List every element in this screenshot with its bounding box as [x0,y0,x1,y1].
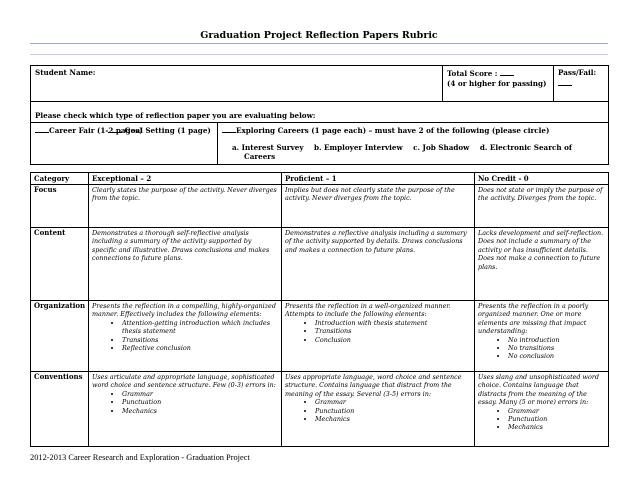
column-header-proficient: Proficient – 1 [282,173,475,185]
criteria-list [92,390,278,415]
column-header-category: Category [31,173,89,185]
criteria-list-item: • Mechanics [508,423,605,431]
criteria-list-item: • Reflective conclusion [122,344,278,352]
criteria-text: Presents the reflection in a compelling, highly-organized manner. Effectively includes the following elements: [92,302,276,319]
total-score-field[interactable]: Total Score : (4 or higher for passing) [443,66,554,102]
criteria-cell-nocredit [475,372,609,447]
criteria-list-item: • Conclusion [315,336,471,344]
criteria-text: Clearly states the purpose of the activity. Never diverges from the topic. [92,186,277,203]
pass-fail-blank [558,78,572,86]
criteria-text: Demonstrates a reflective analysis including a summary of the activity supported by details. Draws conclusions and makes a connection to future plans. [285,229,467,254]
criteria-text: Does not state or imply the purpose of the activity. Diverges from the topic. [478,186,603,203]
page-title: Graduation Project Reflection Papers Rubric [200,30,438,41]
title-rule-secondary [30,54,608,55]
criteria-text: Presents the reflection in a poorly organized manner. One or more elements are missing that impact understanding: [478,302,589,336]
criteria-list-item: • Grammar [315,398,471,406]
criteria-text: Presents the reflection in a well-organized manner. Attempts to include the following elements: [285,302,451,319]
criteria-cell-exceptional [89,228,282,301]
title-rule [30,43,608,44]
criteria-cell-nocredit [475,185,609,228]
option-goal-setting[interactable]: Goal Setting (1 page) [108,125,211,136]
criteria-list-item: • Transitions [122,336,278,344]
criteria-text: Lacks development and self-reflection. Does not include a summary of the activity or has insufficient details. Does not make a connection to future plans. [478,229,604,271]
column-header-exceptional: Exceptional – 2 [89,173,282,185]
criteria-list [92,319,278,353]
student-info-table [30,65,609,165]
option-electronic-search-wrap: Careers [244,152,276,161]
option-career-fair[interactable]: Career Fair (1-2 pages) [31,123,218,165]
criteria-list-item: • No transitions [508,344,605,352]
criteria-list-item: • Mechanics [122,407,278,415]
option-job-shadow[interactable]: c. Job Shadow [413,142,470,152]
row-category: Content [31,228,89,301]
criteria-cell-proficient [282,372,475,447]
criteria-list-item: • Grammar [122,390,278,398]
instruction-text: Please check which type of reflection paper you are evaluating below: [31,102,609,123]
table-row [31,301,609,372]
criteria-cell-nocredit [475,228,609,301]
table-row [31,185,609,228]
row-category: Conventions [31,372,89,447]
column-header-nocredit: No Credit - 0 [475,173,609,185]
criteria-list-item: • Grammar [508,407,605,415]
row-category: Organization [31,301,89,372]
option-employer-interview[interactable]: b. Employer Interview [314,142,403,152]
criteria-list [285,398,471,423]
criteria-list-item: • No conclusion [508,352,605,360]
criteria-cell-proficient [282,228,475,301]
table-row [31,228,609,301]
criteria-cell-nocredit [475,301,609,372]
option-electronic-search[interactable]: d. Electronic Search of [479,142,572,152]
criteria-list-item: • Attention-getting introduction which includes thesis statement [122,319,278,336]
criteria-list [478,407,605,432]
student-name-field[interactable]: Student Name: [31,66,443,102]
criteria-text: Implies but does not clearly state the purpose of the activity. Never diverges from the topic. [285,186,455,203]
criteria-list [478,336,605,361]
criteria-text: Uses slang and unsophisticated word choice. Contains language that distracts from the meaning of the essay. Many (5 or more) errors in: [478,373,600,407]
row-category: Focus [31,185,89,228]
option-interest-survey[interactable]: a. Interest Survey [232,142,304,152]
criteria-cell-exceptional [89,372,282,447]
criteria-list-item: • Mechanics [315,415,471,423]
score-blank [500,68,514,76]
criteria-list-item: • Introduction with thesis statement [315,319,471,327]
option-exploring-careers[interactable]: Goal Setting (1 page) Exploring Careers (1 page each) – must have 2 of the following (please circle) a. Interest Survey b. Employer Interview c. Job Shadow d. Electronic Search of Careers [218,123,609,165]
criteria-text: Demonstrates a thorough self-reflective analysis including a summary of the activity supported by specific and illustrative. Draws conclusions and makes connections to future plans. [92,229,270,263]
criteria-list [285,319,471,344]
rubric-table [30,172,609,447]
criteria-list-item: • Punctuation [315,407,471,415]
criteria-text: Uses appropriate language, word choice and sentence structure. Contains language that distract from the meaning of the essay. Several (3-5) errors in: [285,373,462,398]
page-footer: 2012-2013 Career Research and Exploration - Graduation Project [30,453,250,462]
criteria-cell-exceptional [89,301,282,372]
criteria-list-item: • Punctuation [508,415,605,423]
criteria-cell-proficient [282,301,475,372]
table-row [31,372,609,447]
criteria-cell-exceptional [89,185,282,228]
pass-fail-field[interactable]: Pass/Fail: [554,66,609,102]
criteria-list-item: • Punctuation [122,398,278,406]
criteria-list-item: • Transitions [315,327,471,335]
criteria-text: Uses articulate and appropriate language, sophisticated word choice and sentence structure. Few (0-3) errors in: [92,373,276,390]
criteria-cell-proficient [282,185,475,228]
criteria-list-item: • No introduction [508,336,605,344]
